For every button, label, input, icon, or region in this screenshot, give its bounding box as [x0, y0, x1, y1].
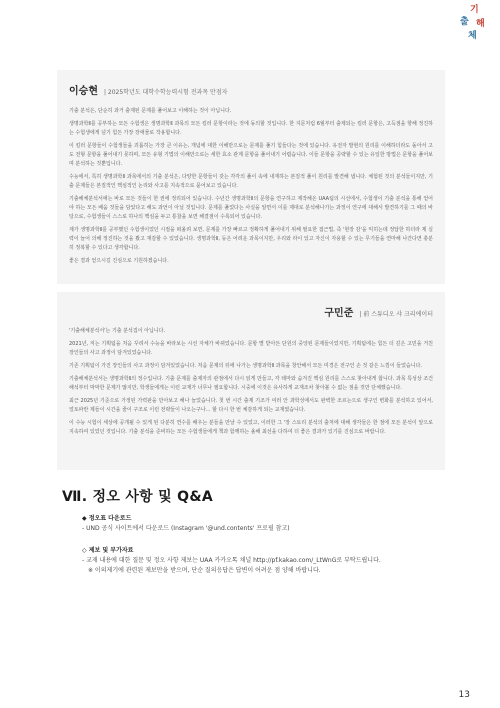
publisher-logo: [456, 6, 492, 46]
errata-line: - UND 공식 사이트에서 다운로드 (Instagram '@und.contents' 프로필 참고): [82, 525, 290, 532]
reviewer-name: 구민준: [324, 308, 354, 319]
logo-char-4: 체: [468, 31, 477, 41]
review-paragraph: 기출해체분석서는 생명과학Ⅱ의 정수입니다. 기출 문제를 출제자의 관점에서 다시 읽게 만들고, 각 테마와 숨겨진 핵심 원리를 스스로 찾아내게 합니다. 과목 특성상 조건 해석부터 막막한 문제가 많지만, 학생들에게는 이런 교재가 너무나 필요합니다. 시중에 이것은 유사하게 교재조차 찾아볼 수 없는 점을 것만 단체했습니다.: [69, 376, 433, 391]
review-paragraph: 기출해체분석서에는 바로 모든 것들이 한 권에 정리되어 있습니다. 수년간 생명과학Ⅱ의 문항을 연구하고 제작해온 UAA팀의 시선에서, 수험생이 기출 분석을 통해 얻어야 하는 모든 배움 것들을 담았다고 해도 과언이 아닐 것입니다. 문제를 풀었다는 사실을 알면서 이를 제대로 분석해나가는 과정이 연구에 대해서 발견하기를 그 때의 바탕으로, 수험생들이 스스로 하나의 핵심을 두고 통찰을 보면 해결점이 수록되어 있습니다.: [69, 196, 433, 220]
review-paragraph: 기출 분석은, 단순히 과거 출제된 문제를 풀어보고 이해하는 것이 아닙니다.: [69, 108, 232, 114]
review-card-1: [57, 70, 445, 284]
review-paragraph: 좋은 결과 얻으시길 진심으로 기원하겠습니다.: [69, 258, 169, 264]
review-paragraph: 이 킬러 문항들이 수험생들을 괴롭히는 가장 큰 이유는, 개념에 대한 이해만으로는 문제를 풀기 힘들다는 것에 있습니다. 유전자 발현의 원리를 이해하더라도 돌아서 고도 전형 문항을 풀어내기 못하며, 모든 유형 기법의 이해만으로는 세한 효소 관계 문항을 풀어내기 어렵습니다. 이들 문항을 공략할 수 있는 유일한 방법은 문항을 풀어보며 분석하는 것뿐입니다.: [69, 143, 433, 167]
qna-note: ※ 이의제기에 관련된 제보만을 받으며, 단순 질의응답은 답변이 어려운 점 양해 바랍니다.: [88, 567, 321, 574]
qna-block: [82, 546, 452, 576]
qna-line: - 교재 내용에 대한 질문 및 정오 사항 제보는 UAA 카카오톡 채널 http://pf.kakao.com/_LtWnG로 부탁드립니다.: [82, 557, 381, 564]
review-paragraph: 기존 기획팀이 가진 장인들의 사고 과정이 담겨있었습니다. 처음 문제의 뒤에 나가는 생명과학Ⅱ 과목을 창안해서 모든 미경은 전구인 손 것 같은 느낌이 들었습니다.: [69, 363, 422, 369]
review-paragraph: 2021년, 저는 기획팀을 처음 꾸려서 수능을 바라보는 시선 자체가 바뀌었습니다. 문항 별 받아든 단원의 중앙된 문제들이었지만, 기획팀에는 힘든 더 깊은 고민을 거친 장인들의 사고 과정이 담겨있었습니다.: [69, 341, 433, 356]
review-paragraph: 제가 생명과학Ⅱ를 공부했던 수험생이었던 시절을 떠올려 보면, 문제를 가장 빠르고 정확하게 풀어내기 위해 필요한 접근법, 즉 '현장 감'을 익히는데 정답한 하더라 제 실력이 늘어 의해 정진하는 것을 봤고 재감할 수 있었습니다. 생명과학Ⅱ, 등은 어려운 과목이지만, 우리와 라이 있고 자신이 자용할 수 있는 무기들을 연마해 나간다면 충분히 정복할 수 있다고 생각합니다.: [69, 227, 433, 251]
review-paragraph: 최근 2025년 기준으로 가정된 가력판을 만아보고 해나 늘었습니다. 첫 번 시간 출제 기조가 여러 안 과학성에서도 완벽한 조르는으로 생구인 변화를 분석하고 있어서, 얼토파란 제들이 시간을 줄이 구조로 이런 전략들이 나오는구나... 할 다시 한 번 체감하게 되는 교재였습니다.: [69, 398, 433, 413]
review-header: [69, 82, 433, 97]
review-paragraph: '기출해체분석서'는 기출 분석집이 아닙니다.: [69, 328, 166, 334]
review-paragraph: 이 수능 시험이 세상에 공개될 수 있게 된 다분히 연수를 배우는 분들을 만날 수 있었고, 이러한 그 '장 스토리 분석의 출처에 대해 생각들은 한 점에 모든 분석이 앞으로 지속하여 있었던 것입니다. 기출 분석을 준비하는 모든 수험생들에게 책과 함께하는 올해 최선을 다하여 더 좋은 결과가 있기를 진심으로 바랍니다.: [69, 420, 433, 435]
section-title: Ⅶ. 정오 사항 및 Q&A: [62, 489, 213, 505]
logo-char-3: 해: [476, 19, 485, 29]
logo-char-2: 출: [460, 17, 469, 27]
review-paragraph: 생명과학Ⅱ를 공부하는 모든 수험생은 생명과학Ⅱ 과목의 모든 킬러 문항이라는 것에 동의할 것입니다. 한 지문처럼 6월부터 출제되는 킬러 문항은, 고득점을 향해 정진하는 수험생에게 넘기 힘든 가장 장애물로 작용합니다.: [69, 121, 433, 136]
review-paragraph: 수능에서, 특히 생명과학Ⅱ 과목에서의 기출 분석은, 다양한 문항들이 갖는 각각의 풀이 속에 내재하는 본질적 풀이 원리를 발견해 냅니다. 체험된 것의 분석들이지만, 기출 문제들은 본질적인 핵심적인 논리와 사고를 지속적으로 묻어보고 있습니다.: [69, 174, 433, 189]
reviewer-meta: | 前 스튜디오 샤 크리에이터: [359, 311, 433, 318]
errata-block: [82, 514, 452, 534]
review-card-2: [57, 292, 445, 470]
logo-char-1: 기: [470, 5, 479, 15]
reviewer-name: 이승현: [69, 86, 98, 97]
errata-heading: ◆ 정오표 다운로드: [82, 515, 132, 522]
reviewer-meta: | 2025학년도 대학수학능력시험 전과목 만점자: [103, 89, 228, 96]
review-header: [69, 304, 433, 319]
page-number: 13: [458, 690, 470, 700]
qna-heading: ◇ 제보 및 부가자료: [82, 547, 134, 554]
